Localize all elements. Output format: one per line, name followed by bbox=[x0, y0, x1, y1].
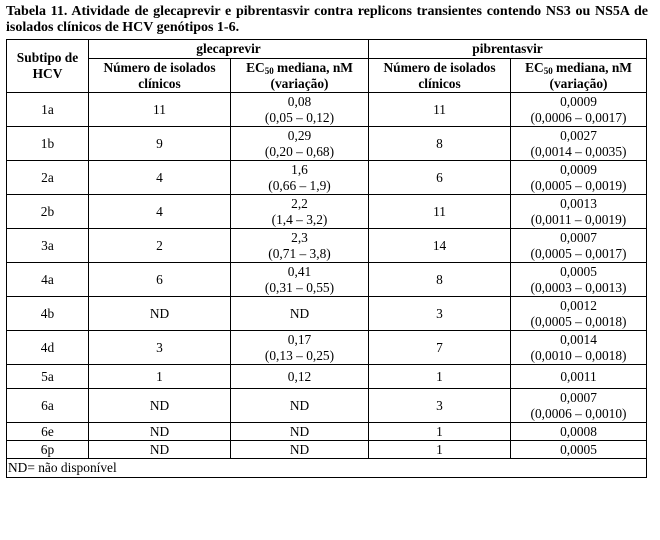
subtype-cell: 1a bbox=[7, 93, 89, 127]
pibrentasvir-ec50-cell: 0,0005 bbox=[511, 441, 647, 459]
glecaprevir-ec50-cell: ND bbox=[231, 297, 369, 331]
glecaprevir-ec50-cell: 0,08 (0,05 – 0,12) bbox=[231, 93, 369, 127]
pibrentasvir-isolates-cell: 6 bbox=[369, 161, 511, 195]
subtype-cell: 6p bbox=[7, 441, 89, 459]
table-row bbox=[7, 263, 647, 297]
pibrentasvir-isolates-cell: 11 bbox=[369, 93, 511, 127]
pibrentasvir-ec50-header: $EC_{50}$ mediana, nM (variação) bbox=[511, 59, 647, 93]
glecaprevir-isolates-cell: 11 bbox=[89, 93, 231, 127]
glecaprevir-isolates-cell: 2 bbox=[89, 229, 231, 263]
pibrentasvir-isolates-cell: 14 bbox=[369, 229, 511, 263]
pibrentasvir-isolates-cell: 1 bbox=[369, 365, 511, 389]
table-row bbox=[7, 229, 647, 263]
subtype-cell: 2b bbox=[7, 195, 89, 229]
footnote: ND= não disponível bbox=[7, 459, 647, 478]
table-row bbox=[7, 423, 647, 441]
subtype-cell: 6a bbox=[7, 389, 89, 423]
glecaprevir-isolates-cell: 4 bbox=[89, 195, 231, 229]
glecaprevir-isolates-cell: 6 bbox=[89, 263, 231, 297]
subtype-cell: 1b bbox=[7, 127, 89, 161]
pibrentasvir-ec50-cell: 0,0005 (0,0003 – 0,0013) bbox=[511, 263, 647, 297]
glecaprevir-isolates-cell: 3 bbox=[89, 331, 231, 365]
subtype-cell: 4d bbox=[7, 331, 89, 365]
hcv-activity-table bbox=[6, 39, 647, 478]
subtype-cell: 4b bbox=[7, 297, 89, 331]
table-row bbox=[7, 93, 647, 127]
pibrentasvir-isolates-cell: 3 bbox=[369, 297, 511, 331]
subtype-header: Subtipo de HCV bbox=[7, 40, 89, 93]
table-row bbox=[7, 195, 647, 229]
table-row bbox=[7, 365, 647, 389]
table-row bbox=[7, 441, 647, 459]
pibrentasvir-isolates-cell: 11 bbox=[369, 195, 511, 229]
glecaprevir-isolates-cell: ND bbox=[89, 297, 231, 331]
glecaprevir-isolates-cell: 1 bbox=[89, 365, 231, 389]
subtype-cell: 3a bbox=[7, 229, 89, 263]
glecaprevir-ec50-cell: ND bbox=[231, 389, 369, 423]
pibrentasvir-ec50-cell: 0,0014 (0,0010 – 0,0018) bbox=[511, 331, 647, 365]
subtype-cell: 4a bbox=[7, 263, 89, 297]
pibrentasvir-ec50-cell: 0,0007 (0,0005 – 0,0017) bbox=[511, 229, 647, 263]
glecaprevir-isolates-cell: 4 bbox=[89, 161, 231, 195]
glecaprevir-isolates-cell: ND bbox=[89, 389, 231, 423]
subtype-cell: 2a bbox=[7, 161, 89, 195]
pibrentasvir-ec50-cell: 0,0009 (0,0005 – 0,0019) bbox=[511, 161, 647, 195]
table-row bbox=[7, 161, 647, 195]
table-row bbox=[7, 297, 647, 331]
pibrentasvir-isolates-cell: 8 bbox=[369, 263, 511, 297]
glecaprevir-ec50-cell: 0,17 (0,13 – 0,25) bbox=[231, 331, 369, 365]
pibrentasvir-isolates-header: Número de isolados clínicos bbox=[369, 59, 511, 93]
pibrentasvir-isolates-cell: 3 bbox=[369, 389, 511, 423]
glecaprevir-isolates-cell: 9 bbox=[89, 127, 231, 161]
table-row bbox=[7, 389, 647, 423]
glecaprevir-ec50-cell: 1,6 (0,66 – 1,9) bbox=[231, 161, 369, 195]
pibrentasvir-ec50-cell: 0,0011 bbox=[511, 365, 647, 389]
pibrentasvir-ec50-cell: 0,0012 (0,0005 – 0,0018) bbox=[511, 297, 647, 331]
glecaprevir-ec50-header: $EC_{50}$ mediana, nM (variação) bbox=[231, 59, 369, 93]
table-row bbox=[7, 127, 647, 161]
subtype-cell: 6e bbox=[7, 423, 89, 441]
pibrentasvir-ec50-cell: 0,0008 bbox=[511, 423, 647, 441]
pibrentasvir-header: pibrentasvir bbox=[369, 40, 647, 59]
subtype-cell: 5a bbox=[7, 365, 89, 389]
table-footnote-row bbox=[7, 459, 647, 478]
pibrentasvir-isolates-cell: 1 bbox=[369, 423, 511, 441]
table-caption: Tabela 11. Atividade de glecaprevir e pibrentasvir contra replicons transientes contendo NS3 ou NS5A de isolados clínicos de HCV genótipos 1-6. bbox=[6, 4, 648, 35]
glecaprevir-isolates-cell: ND bbox=[89, 423, 231, 441]
glecaprevir-header: glecaprevir bbox=[89, 40, 369, 59]
pibrentasvir-ec50-cell: 0,0009 (0,0006 – 0,0017) bbox=[511, 93, 647, 127]
pibrentasvir-ec50-cell: 0,0013 (0,0011 – 0,0019) bbox=[511, 195, 647, 229]
table-row bbox=[7, 331, 647, 365]
pibrentasvir-isolates-cell: 8 bbox=[369, 127, 511, 161]
glecaprevir-ec50-cell: ND bbox=[231, 423, 369, 441]
glecaprevir-ec50-cell: ND bbox=[231, 441, 369, 459]
glecaprevir-isolates-cell: ND bbox=[89, 441, 231, 459]
glecaprevir-ec50-cell: 0,41 (0,31 – 0,55) bbox=[231, 263, 369, 297]
glecaprevir-ec50-cell: 0,12 bbox=[231, 365, 369, 389]
glecaprevir-ec50-cell: 0,29 (0,20 – 0,68) bbox=[231, 127, 369, 161]
pibrentasvir-ec50-cell: 0,0027 (0,0014 – 0,0035) bbox=[511, 127, 647, 161]
pibrentasvir-isolates-cell: 7 bbox=[369, 331, 511, 365]
glecaprevir-ec50-cell: 2,3 (0,71 – 3,8) bbox=[231, 229, 369, 263]
pibrentasvir-ec50-cell: 0,0007 (0,0006 – 0,0010) bbox=[511, 389, 647, 423]
glecaprevir-ec50-cell: 2,2 (1,4 – 3,2) bbox=[231, 195, 369, 229]
glecaprevir-isolates-header: Número de isolados clínicos bbox=[89, 59, 231, 93]
pibrentasvir-isolates-cell: 1 bbox=[369, 441, 511, 459]
